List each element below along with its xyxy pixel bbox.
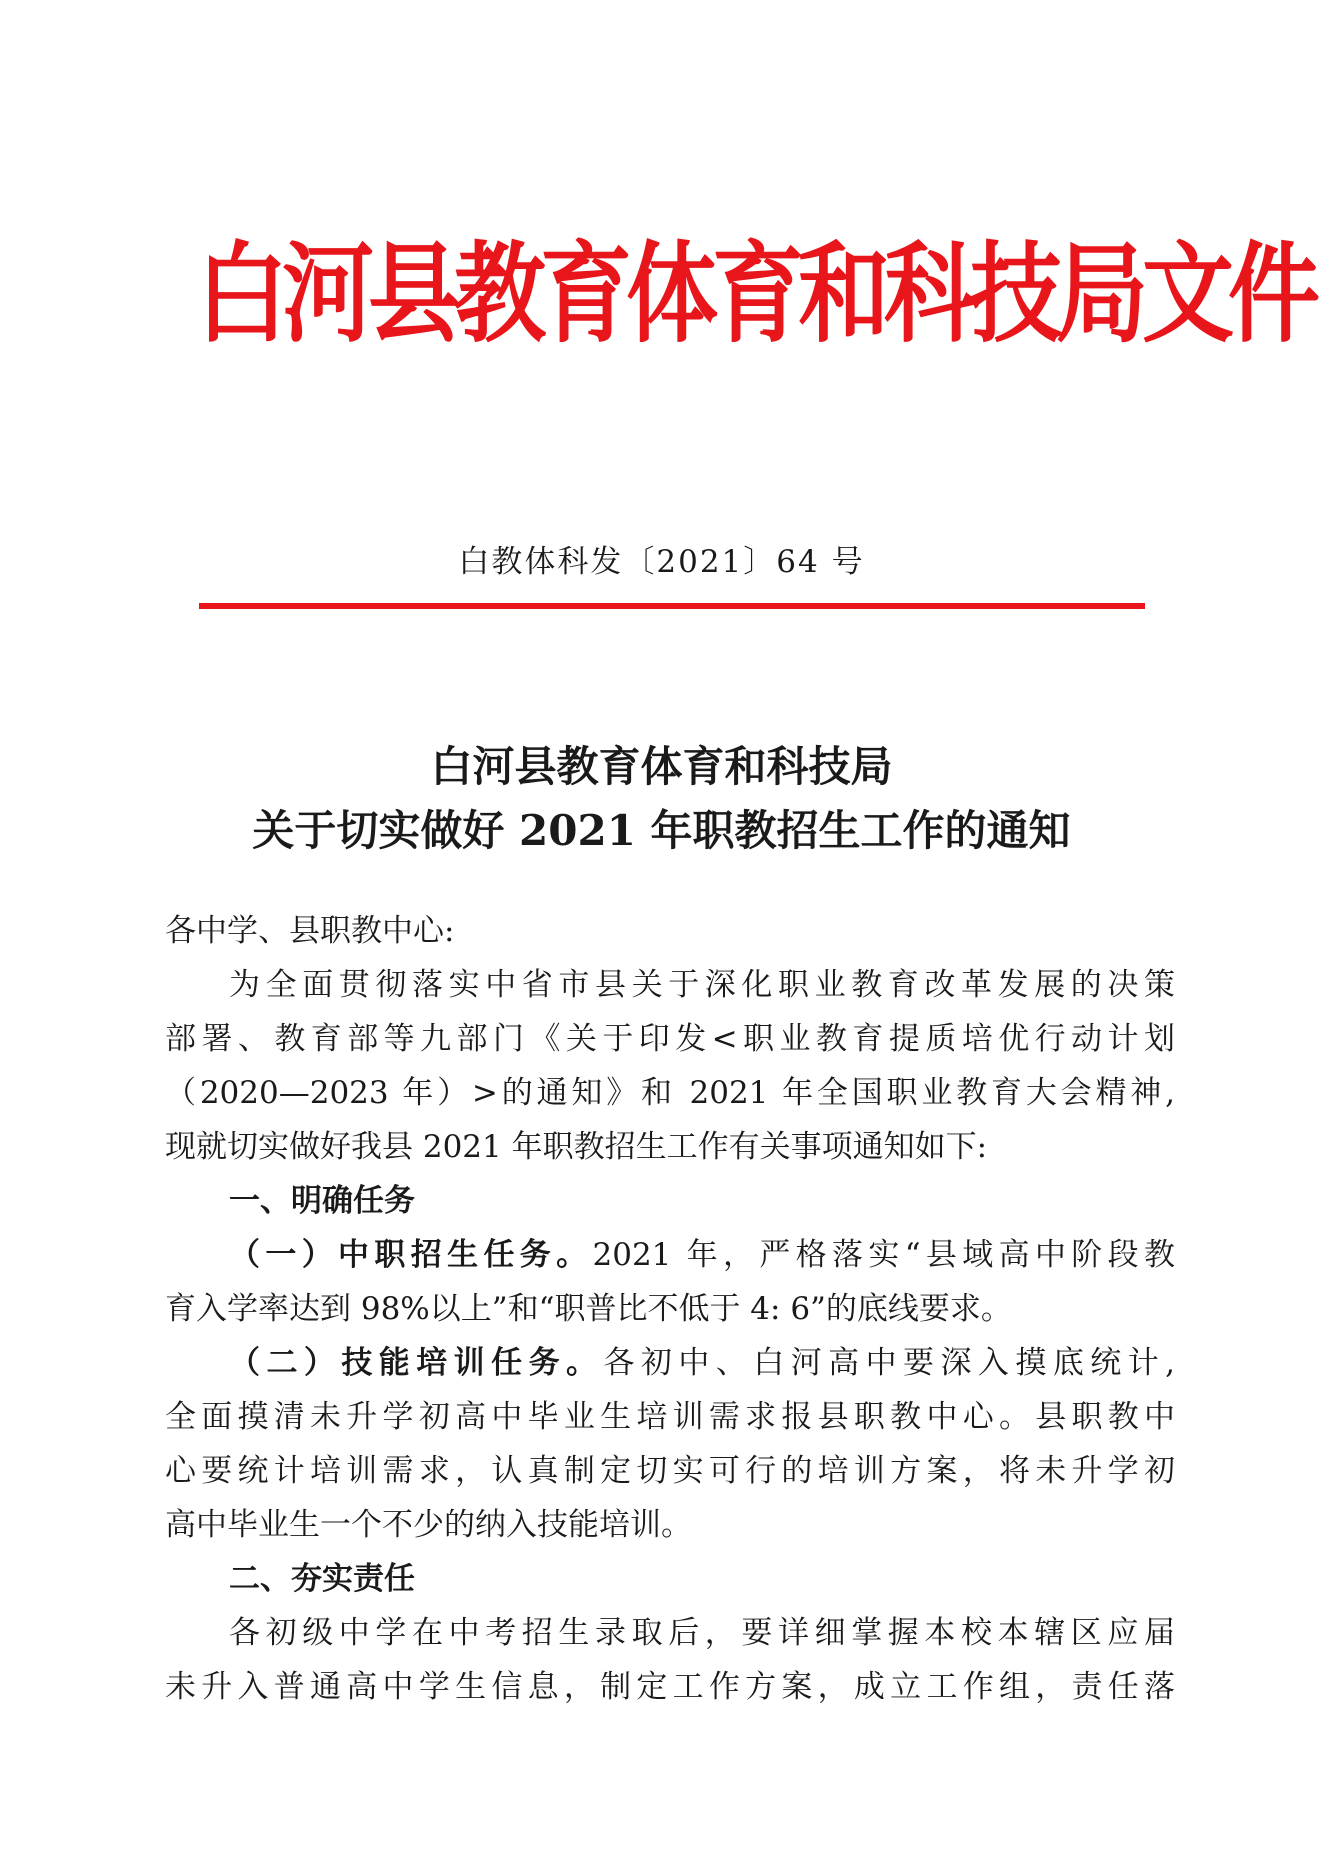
item-label: （二）技能培训任务。	[229, 1345, 604, 1381]
paragraph-line: 现就切实做好我县 2021 年职教招生工作有关事项通知如下:	[165, 1129, 988, 1165]
paragraph-line: 心要统计培训需求，认真制定切实可行的培训方案，将未升学初	[165, 1453, 1175, 1489]
paragraph-line: 全面摸清未升学初高中毕业生培训需求报县职教中心。县职教中	[165, 1399, 1175, 1435]
item-label: （一）中职招生任务。	[229, 1237, 593, 1273]
paragraph-line: （2020—2023 年）>的通知》和 2021 年全国职业教育大会精神,	[165, 1075, 1175, 1111]
paragraph-line: 为全面贯彻落实中省市县关于深化职业教育改革发展的决策	[229, 967, 1175, 1003]
item-text: 各初中、白河高中要深入摸底统计,	[603, 1345, 1176, 1381]
paragraph-line: 部署、教育部等九部门《关于印发<职业教育提质培优行动计划	[165, 1021, 1175, 1057]
notice-title-line1: 白河县教育体育和科技局	[430, 742, 893, 791]
list-item	[165, 1228, 1175, 1282]
notice-title-line2: 关于切实做好 2021 年职教招生工作的通知	[252, 806, 1071, 855]
paragraph-line: 高中毕业生一个不少的纳入技能培训。	[165, 1507, 692, 1543]
section-heading-2: 二、夯实责任	[229, 1561, 415, 1597]
item-text: 2021 年，严格落实“县域高中阶段教	[592, 1237, 1176, 1273]
list-item	[165, 1336, 1175, 1390]
paragraph-line: 未升入普通高中学生信息，制定工作方案，成立工作组，责任落	[165, 1669, 1175, 1705]
section-heading-1: 一、明确任务	[229, 1183, 415, 1219]
notice-title	[0, 735, 1323, 863]
salutation: 各中学、县职教中心:	[165, 913, 455, 949]
paragraph-line: 各初级中学在中考招生录取后，要详细掌握本校本辖区应届	[229, 1615, 1175, 1651]
notice-body	[165, 904, 1175, 1714]
issuer-title: 白河县教育体育和科技局文件	[196, 231, 1315, 358]
document-number: 白教体科发〔2021〕64 号	[458, 544, 865, 580]
paragraph-line: 育入学率达到 98%以上”和“职普比不低于 4: 6”的底线要求。	[165, 1291, 1012, 1327]
red-divider-line	[199, 603, 1145, 609]
